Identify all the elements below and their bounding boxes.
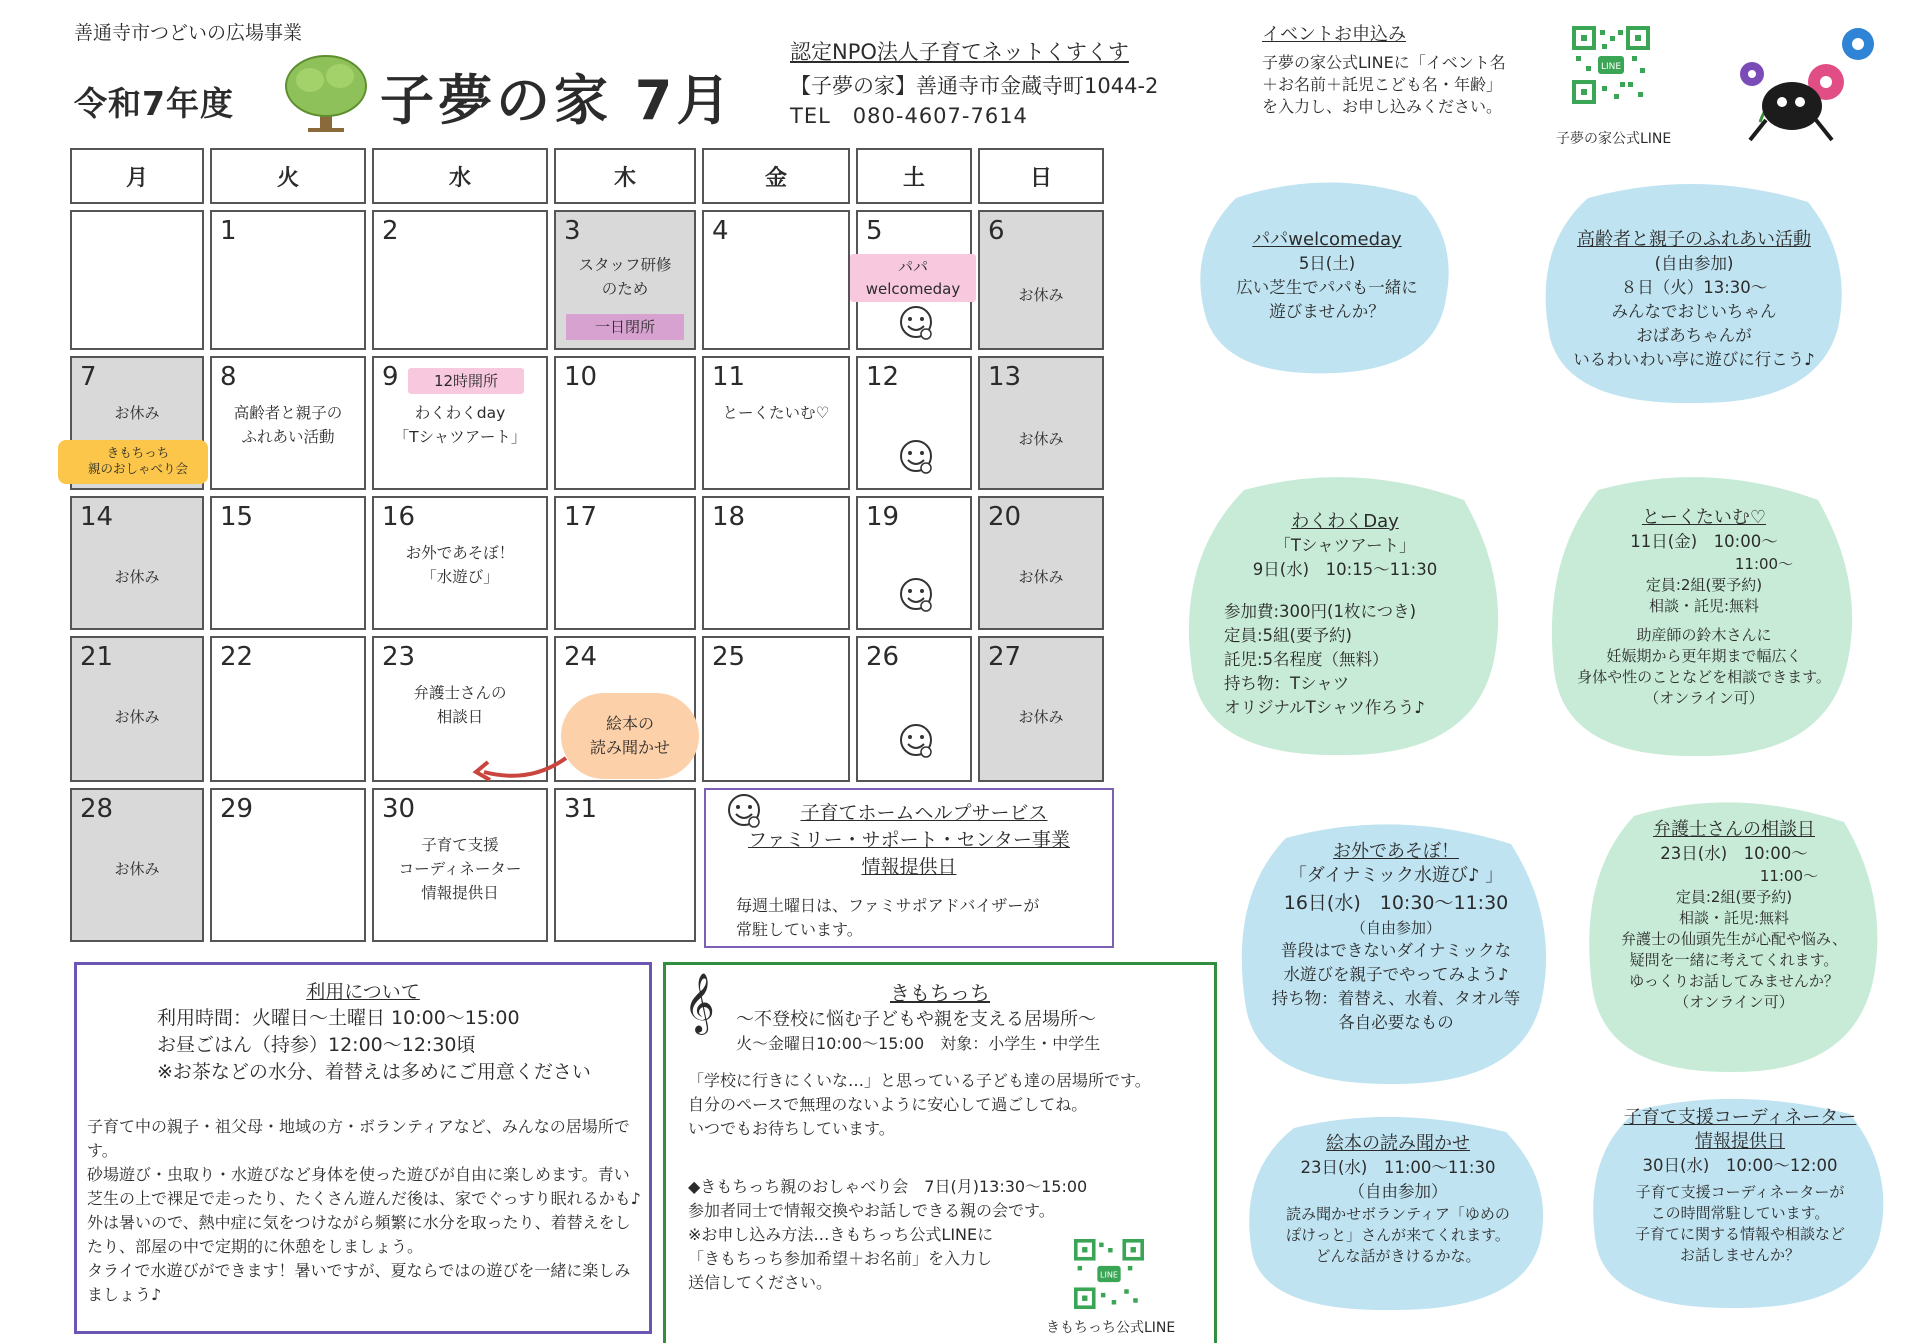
calendar-day-6[interactable]: 6 お休み	[978, 210, 1104, 350]
day-note: ふれあい活動	[241, 428, 335, 446]
event-line: 広い芝生でパパも一緒に	[1236, 278, 1418, 297]
weekday-header-sun: 日	[978, 148, 1104, 204]
event-line: どんな話がきけるかな。	[1315, 1247, 1481, 1265]
event-line: 各自必要なもの	[1338, 1013, 1454, 1032]
tag-line: パパ	[897, 258, 928, 276]
calendar-day-1[interactable]: 1	[210, 210, 366, 350]
cloud-line: 読み聞かせ	[589, 738, 670, 757]
event-wakuwaku-day	[1184, 470, 1506, 760]
calendar-day-4[interactable]: 4	[702, 210, 850, 350]
page-title: 子夢の家 7月	[380, 69, 735, 132]
event-line: 定員:5組(要予約)	[1224, 626, 1352, 645]
calendar-day-22[interactable]: 22	[210, 636, 366, 782]
event-title: 弁護士さんの相談日	[1653, 819, 1815, 840]
family-support-title: 情報提供日	[861, 856, 957, 878]
apply-line: ＋お名前＋託児こども名・年齢」	[1262, 75, 1503, 94]
event-title: 情報提供日	[1695, 1131, 1785, 1152]
body-line: 常駐しています。	[736, 920, 863, 939]
event-line: 身体や性のことなどを相談できます。	[1577, 668, 1831, 686]
telephone: TEL 080-4607-7614	[790, 104, 1028, 128]
calendar-day-24[interactable]: 24	[554, 636, 696, 782]
day-note: 「水遊び」	[421, 568, 499, 586]
event-line: 子育て支援コーディネーターが	[1635, 1183, 1845, 1201]
calendar-day-16[interactable]: 16 お外であそぼ！ 「水遊び」	[372, 496, 548, 630]
cloud-line: 絵本の	[605, 714, 654, 733]
kimochicchi-qr-label: きもちっち公式LINE	[1046, 1320, 1176, 1336]
event-line: 持ち物：Tシャツ	[1224, 674, 1350, 693]
event-line: 11:00～	[1734, 555, 1794, 573]
smiley-icon	[896, 438, 936, 476]
apply-title: イベントお申込み	[1262, 24, 1406, 45]
smiley-icon	[896, 576, 936, 614]
calendar-day-14[interactable]: 14 お休み	[70, 496, 204, 630]
calendar-day-21[interactable]: 21 お休み	[70, 636, 204, 782]
event-papa-welcomeday	[1196, 178, 1458, 378]
event-line: 相談・託児:無料	[1678, 909, 1790, 927]
event-line: 「Tシャツアート」	[1274, 536, 1416, 555]
closed-label: お休み	[114, 568, 160, 586]
day-note: 相談日	[436, 708, 484, 726]
family-support-info-box	[704, 788, 1114, 948]
usage-info-box	[74, 962, 652, 1334]
kimochicchi-hours: 火～金曜日10:00～15:00 対象：小学生・中学生	[736, 1034, 1101, 1053]
event-line: ８日（火）13:30～	[1620, 278, 1768, 297]
day-note: 高齢者と親子の	[233, 404, 343, 422]
event-line: 普段はできないダイナミックな	[1280, 941, 1512, 960]
closed-label: お休み	[1018, 286, 1064, 304]
calendar-day-19[interactable]: 19	[856, 496, 972, 630]
day-note: 子育て支援	[421, 836, 499, 854]
day-note: 情報提供日	[421, 884, 499, 902]
event-line: ぽけっと」さんが来てくれます。	[1286, 1226, 1510, 1244]
event-line: 持ち物：着替え、水着、タオル等	[1271, 989, 1521, 1008]
weekday-header-thu: 木	[554, 148, 696, 204]
event-line: 30日(水) 10:00～12:00	[1642, 1156, 1838, 1175]
day-note: とーくたいむ♡	[722, 404, 830, 422]
calendar-day-13[interactable]: 13 お休み	[978, 356, 1104, 490]
event-line: 11:00～	[1759, 867, 1819, 885]
event-line: 11日(金) 10:00～	[1630, 532, 1778, 551]
event-title: 子育て支援コーディネーター	[1623, 1107, 1857, 1128]
event-line: （オンライン可）	[1674, 993, 1794, 1011]
line-qr-code-icon[interactable]	[1572, 26, 1650, 104]
hours-line: お昼ごはん（持参）12:00～12:30頃	[157, 1034, 476, 1056]
calendar-day-28[interactable]: 28 お休み	[70, 788, 204, 942]
event-line: 妊娠期から更年期まで幅広く	[1606, 647, 1802, 665]
papa-welcomeday-tag	[850, 254, 976, 302]
opens-at-noon-tag: 12時開所	[408, 368, 524, 394]
apply-line: を入力し、お申し込みください。	[1262, 97, 1503, 116]
event-line: 「ダイナミック水遊び♪ 」	[1288, 865, 1504, 886]
event-line: 託児:5名程度（無料）	[1224, 650, 1389, 669]
event-line: いるわいわい亭に遊びに行こう♪	[1573, 350, 1815, 369]
treble-clef-icon: 𝄞	[684, 973, 715, 1033]
kimochicchi-parent-talk-tag	[58, 440, 208, 484]
kimochicchi-title: きもちっち	[890, 981, 990, 1005]
event-line: 相談・託児:無料	[1648, 597, 1760, 615]
apply-line: 子夢の家公式LINEに「イベント名	[1262, 53, 1506, 72]
body-line: 毎週土曜日は、ファミサポアドバイザーが	[736, 896, 1040, 915]
calendar-day-15[interactable]: 15	[210, 496, 366, 630]
curved-arrow-icon	[470, 744, 570, 784]
usage-hours	[157, 1005, 591, 1086]
weekday-header-sat: 土	[856, 148, 972, 204]
smiley-icon	[896, 722, 936, 760]
calendar-day-9[interactable]: 9 12時開所 わくわくday 「Tシャツアート」	[372, 356, 548, 490]
family-support-title: ファミリー・サポート・センター事業	[748, 829, 1070, 851]
closed-label: お休み	[1018, 708, 1064, 726]
event-line: オリジナルTシャツ作ろう♪	[1224, 698, 1425, 717]
calendar-day-3[interactable]: 3 スタッフ研修 のため 一日閉所	[554, 210, 696, 350]
weekday-header-tue: 火	[210, 148, 366, 204]
event-line: 子育てに関する情報や相談など	[1634, 1225, 1845, 1243]
kimochicchi-info-box	[663, 962, 1217, 1343]
closed-label: お休み	[1018, 430, 1064, 448]
picture-book-reading-cloud	[564, 696, 696, 776]
qr-center-label: LINE	[1100, 1270, 1118, 1280]
morning-glory-illustration-icon	[1730, 22, 1880, 144]
day-note: 「Tシャツアート」	[393, 428, 527, 446]
event-coordinator-info-day	[1588, 1094, 1892, 1310]
kimochicchi-description: 「学校に行きにくいな…」と思っている子ども達の居場所です。 自分のペースで無理のないように安心して過ごしてね。 いつでもお待ちしています。	[688, 1071, 1151, 1138]
event-line: （自由参加）	[1348, 1182, 1448, 1201]
family-support-title: 子育てホームヘルプサービス	[800, 802, 1048, 824]
kimochicchi-parent-talk: ◆きもちっち親のおしゃべり会 7日(月)13:30～15:00 参加者同士で情報交換やお話しできる親の会です。 ※お申し込み方法…きもちっち公式LINEに 「きもちっち参加希望＋お名前」を入力し 送信してください。	[688, 1177, 1088, 1292]
day-note: のため	[601, 280, 649, 298]
program-subtitle: 善通寺市つどいの広場事業	[74, 22, 303, 44]
event-title: パパwelcomeday	[1252, 229, 1402, 250]
event-title: 高齢者と親子のふれあい活動	[1577, 229, 1811, 250]
event-talk-time	[1548, 470, 1860, 760]
event-title: お外であそぼ！	[1333, 841, 1459, 862]
qr-center-label: LINE	[1600, 62, 1622, 72]
event-line: 23日(水) 11:00～11:30	[1300, 1158, 1496, 1177]
calendar-day-26[interactable]: 26	[856, 636, 972, 782]
address: 【子夢の家】善通寺市金蔵寺町1044-2	[790, 74, 1159, 98]
day-note: わくわくday	[414, 404, 506, 422]
event-line: 水遊びを親子でやってみよう♪	[1283, 965, 1509, 984]
kimochicchi-subtitle: ～不登校に悩む子どもや親を支える居場所～	[736, 1009, 1096, 1030]
calendar-day-18[interactable]: 18	[702, 496, 850, 630]
kimochicchi-line-qr-code-icon[interactable]	[1074, 1239, 1144, 1309]
closed-label: お休み	[114, 404, 160, 422]
event-title: わくわくDay	[1291, 511, 1399, 532]
event-line: 9日(水) 10:15～11:30	[1252, 560, 1438, 579]
event-line: おばあちゃんが	[1636, 326, 1752, 345]
event-line: 23日(水) 10:00～	[1660, 844, 1808, 863]
weekday-header-wed: 水	[372, 148, 548, 204]
event-line: 定員:2組(要予約)	[1645, 576, 1763, 594]
calendar-day-empty	[70, 210, 204, 350]
event-line: 遊びませんか？	[1269, 302, 1385, 321]
weekday-header-fri: 金	[702, 148, 850, 204]
closed-all-day-tag: 一日閉所	[566, 314, 684, 340]
event-title: 絵本の読み聞かせ	[1326, 1133, 1470, 1154]
event-line: 読み聞かせボランティア「ゆめの	[1286, 1205, 1510, 1223]
fiscal-year: 令和7年度	[74, 84, 234, 123]
day-note: 弁護士さんの	[413, 684, 507, 702]
calendar-day-10[interactable]: 10	[554, 356, 696, 490]
event-line: 疑問を一緒に考えてくれます。	[1629, 951, 1839, 969]
event-line: ゆっくりお話してみませんか？	[1629, 972, 1839, 990]
organization-name: 認定NPO法人子育てネットくすくす	[790, 40, 1129, 64]
hours-line: 利用時間：火曜日～土曜日 10:00～15:00	[157, 1007, 520, 1029]
smiley-icon	[896, 304, 936, 342]
event-line: （自由参加）	[1350, 919, 1441, 937]
event-line: 助産師の鈴木さんに	[1636, 626, 1772, 644]
calendar-day-25[interactable]: 25	[702, 636, 850, 782]
line-qr-label: 子夢の家公式LINE	[1556, 131, 1672, 147]
calendar-day-12[interactable]: 12	[856, 356, 972, 490]
event-line: この時間常駐しています。	[1650, 1204, 1830, 1222]
event-line: (自由参加)	[1654, 254, 1734, 273]
event-picture-book-reading	[1244, 1112, 1552, 1312]
tag-line: welcomeday	[865, 280, 961, 298]
weekday-header-mon: 月	[70, 148, 204, 204]
event-lawyer-consultation	[1584, 796, 1884, 1076]
event-line: みんなでおじいちゃん	[1611, 302, 1777, 321]
calendar-day-5[interactable]: 5	[856, 210, 972, 350]
usage-description: 子育て中の親子・祖父母・地域の方・ボランティアなど、みんなの居場所です。 砂場遊び・虫取り・水遊びなど身体を使った遊びが自由に楽しめます。青い芝生の上で裸足で走ったり、たくさん遊んだ後は、家でぐっすり眠れるかも♪ 外は暑いので、熱中症に気をつけながら頻繁に水分を取ったり、着替えをしたり、部屋の中で定期的に休憩をしましょう。 タライで水遊びができます！暑いですが、夏ならではの遊びを一緒に楽しみましょう♪	[87, 1117, 641, 1304]
day-note: スタッフ研修	[578, 256, 672, 274]
calendar-day-11[interactable]: 11 とーくたいむ♡	[702, 356, 850, 490]
tag-line: 親のおしゃべり会	[87, 461, 188, 476]
event-elder-parent-activity	[1538, 178, 1850, 408]
event-line: 弁護士の仙頭先生が心配や悩み、	[1621, 930, 1847, 948]
event-water-play	[1236, 818, 1556, 1088]
calendar-day-17[interactable]: 17	[554, 496, 696, 630]
calendar-day-2[interactable]: 2	[372, 210, 548, 350]
day-note: お外であそぼ！	[405, 544, 515, 562]
tag-line: きもちっち	[106, 445, 170, 460]
hours-line: ※お茶などの水分、着替えは多めにご用意ください	[157, 1061, 591, 1083]
calendar-day-7[interactable]: 7 お休み	[70, 356, 204, 490]
event-apply-info	[1262, 24, 1562, 118]
usage-title: 利用について	[306, 981, 420, 1003]
closed-label: お休み	[114, 860, 160, 878]
calendar-day-27[interactable]: 27 お休み	[978, 636, 1104, 782]
event-line: 定員:2組(要予約)	[1675, 888, 1793, 906]
event-line: 16日(水) 10:30～11:30	[1283, 892, 1509, 914]
event-line: （オンライン可）	[1644, 689, 1764, 707]
calendar-day-23[interactable]: 23 弁護士さんの 相談日	[372, 636, 548, 782]
calendar-day-8[interactable]: 8 高齢者と親子の ふれあい活動	[210, 356, 366, 490]
event-line: お話しませんか？	[1679, 1246, 1800, 1264]
event-title: とーくたいむ♡	[1641, 507, 1767, 528]
closed-label: お休み	[114, 708, 160, 726]
calendar-day-20[interactable]: 20 お休み	[978, 496, 1104, 630]
day-note: コーディネーター	[398, 860, 522, 878]
family-support-body	[736, 894, 1039, 942]
tree-icon	[282, 52, 370, 134]
calendar-day-30[interactable]: 30 子育て支援 コーディネーター 情報提供日	[372, 788, 548, 942]
calendar-day-31[interactable]: 31	[554, 788, 696, 942]
closed-label: お休み	[1018, 568, 1064, 586]
event-line: 参加費:300円(1枚につき)	[1224, 602, 1417, 621]
event-line: 5日(土)	[1298, 254, 1356, 273]
calendar-day-29[interactable]: 29	[210, 788, 366, 942]
